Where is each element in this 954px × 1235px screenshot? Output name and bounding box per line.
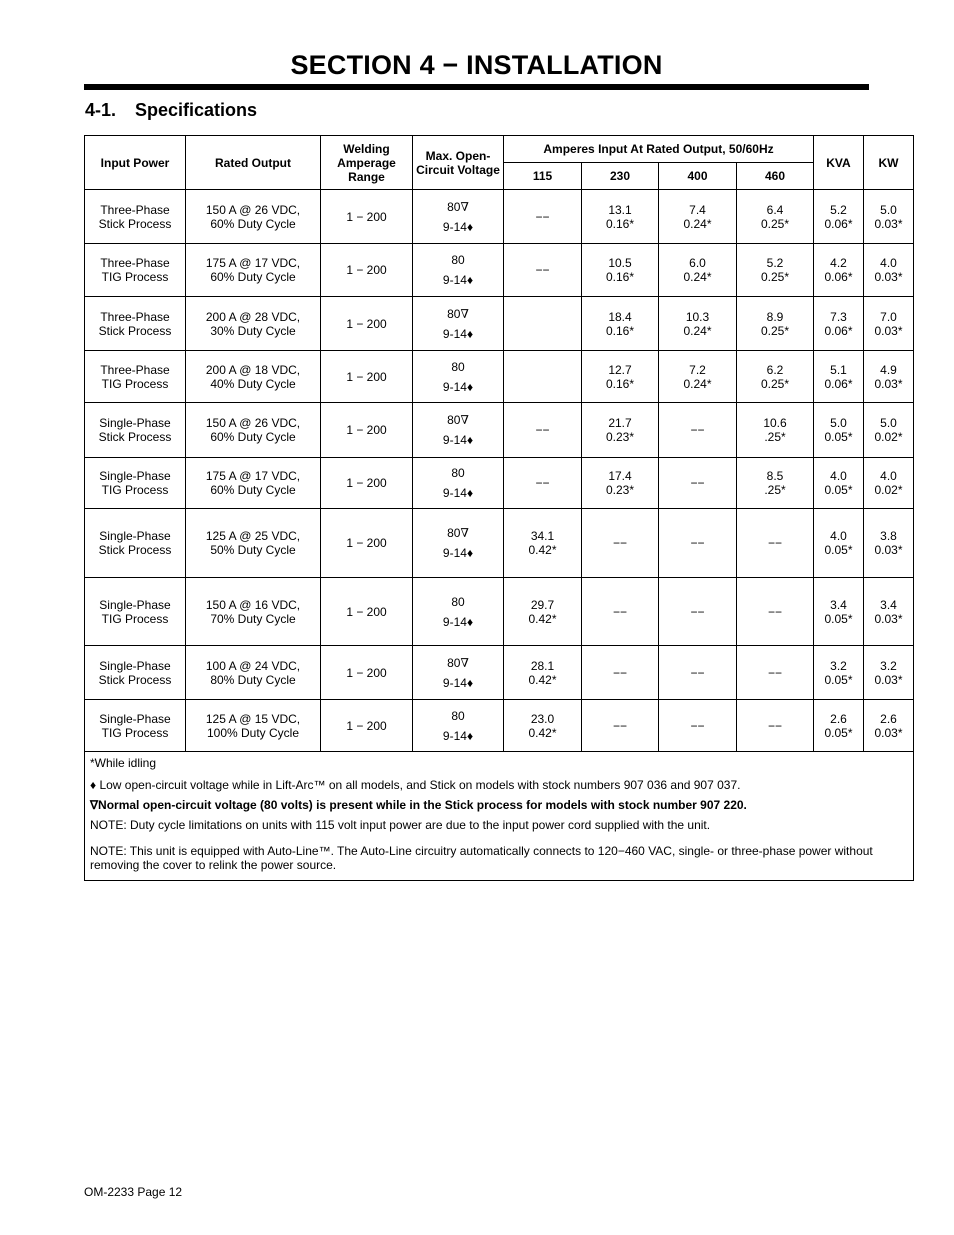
cell-input-power xyxy=(85,700,186,752)
cell-kva: 5.0 0.05* xyxy=(814,403,864,458)
cell-rated-output-line: 50% Duty Cycle xyxy=(210,543,296,557)
lift-arc-ocv: 9-14♦ xyxy=(442,219,474,234)
cell-input-power-line: Three-Phase xyxy=(100,202,170,217)
ocv-number: 80 xyxy=(451,466,465,480)
cell-input-power xyxy=(85,297,186,351)
cell-input-power-line: Single-Phase xyxy=(99,529,171,543)
cell-amps-115: 34.1 0.42* xyxy=(504,509,582,578)
cell-rated-output-line: 175 A @ 17 VDC, xyxy=(205,256,301,270)
cell-input-power xyxy=(85,578,186,646)
cell-amps-115: 28.1 0.42* xyxy=(504,646,582,700)
cell-amps-460: 6.4 0.25* xyxy=(737,190,814,244)
table-row xyxy=(85,190,914,244)
cell-rated-output xyxy=(186,578,321,646)
cell-amps-400: −− xyxy=(659,509,737,578)
table-row xyxy=(85,646,914,700)
cell-kva: 7.3 0.06* xyxy=(814,297,864,351)
cell-rated-output-line: 100% Duty Cycle xyxy=(206,725,300,740)
subsection-heading xyxy=(85,100,257,121)
cell-input-power xyxy=(85,646,186,700)
cell-amps-400: 7.4 0.24* xyxy=(659,190,737,244)
table-row xyxy=(85,297,914,351)
cell-input-power-line: TIG Process xyxy=(101,270,169,284)
header-rated-output: Rated Output xyxy=(186,136,321,190)
ocv-number: 80 xyxy=(451,708,465,723)
cell-kva: 4.2 0.06* xyxy=(814,244,864,297)
lift-arc-ocv: 9-14♦ xyxy=(442,675,474,690)
cell-amperage-range-line: 1 − 200 xyxy=(346,536,387,550)
cell-kw: 7.0 0.03* xyxy=(864,297,914,351)
cell-amps-115: 23.0 0.42* xyxy=(504,700,582,752)
cell-amps-230: 12.7 0.16* xyxy=(582,351,659,403)
cell-amps-460: −− xyxy=(737,509,814,578)
cell-amps-460: −− xyxy=(737,700,814,752)
cell-rated-output xyxy=(186,700,321,752)
cell-amps-460: −− xyxy=(737,578,814,646)
cell-amps-400: 6.0 0.24* xyxy=(659,244,737,297)
cell-rated-output xyxy=(186,458,321,509)
ocv-number: 80 xyxy=(447,199,461,214)
normal-ocv-mark: ∇ xyxy=(460,413,469,427)
notes-cell xyxy=(85,752,914,881)
cell-amps-460: 10.6 .25* xyxy=(737,403,814,458)
cell-kva: 2.6 0.05* xyxy=(814,700,864,752)
cell-ocv xyxy=(413,578,504,646)
cell-amperage-range-line: 1 − 200 xyxy=(346,665,387,680)
cell-amperage-range-line: 1 − 200 xyxy=(346,369,387,384)
ocv-number: 80 xyxy=(447,655,461,670)
cell-kva: 4.0 0.05* xyxy=(814,509,864,578)
cell-amps-400: −− xyxy=(659,578,737,646)
cell-rated-output-line: 80% Duty Cycle xyxy=(210,672,296,687)
cell-kva: 3.2 0.05* xyxy=(814,646,864,700)
cell-input-power-line: TIG Process xyxy=(101,611,169,626)
cell-amps-230: −− xyxy=(582,700,659,752)
ocv-number: 80 xyxy=(451,594,465,609)
cell-amps-460: 8.9 0.25* xyxy=(737,297,814,351)
table-row xyxy=(85,244,914,297)
cell-input-power xyxy=(85,403,186,458)
ocv-value xyxy=(415,253,501,267)
ocv-value xyxy=(415,656,501,670)
cell-kw: 2.6 0.03* xyxy=(864,700,914,752)
ocv-number: 80 xyxy=(451,359,465,374)
normal-ocv-mark: ∇ xyxy=(460,199,469,214)
cell-input-power-line: Three-Phase xyxy=(100,309,170,324)
cell-amperage-range xyxy=(321,190,413,244)
cell-rated-output-line: 150 A @ 26 VDC, xyxy=(205,416,301,430)
normal-ocv-mark: ∇ xyxy=(460,306,469,321)
header-welding-range: Welding Amperage Range xyxy=(321,136,413,190)
note-idling: *While idling xyxy=(90,756,157,770)
cell-amps-115 xyxy=(504,351,582,403)
section-title: SECTION 4 − INSTALLATION xyxy=(290,50,663,80)
title-rule xyxy=(84,84,869,90)
cell-amps-230: −− xyxy=(582,578,659,646)
ocv-number: 80 xyxy=(447,413,461,427)
cell-input-power-line: TIG Process xyxy=(101,483,169,497)
lift-arc-ocv: 9-14♦ xyxy=(442,433,474,447)
cell-rated-output xyxy=(186,190,321,244)
cell-input-power-line: Single-Phase xyxy=(99,597,171,612)
specifications-table xyxy=(84,135,914,881)
table-row xyxy=(85,351,914,403)
ocv-value xyxy=(415,413,501,427)
subsection-title: Specifications xyxy=(135,100,258,120)
cell-rated-output xyxy=(186,244,321,297)
header-460: 460 xyxy=(737,163,814,190)
cell-amperage-range xyxy=(321,509,413,578)
cell-amps-400: −− xyxy=(659,700,737,752)
cell-kw: 3.8 0.03* xyxy=(864,509,914,578)
cell-ocv xyxy=(413,509,504,578)
cell-amps-400: −− xyxy=(659,458,737,509)
cell-rated-output-line: 100 A @ 24 VDC, xyxy=(205,658,301,673)
cell-kw: 4.0 0.02* xyxy=(864,458,914,509)
cell-ocv xyxy=(413,190,504,244)
cell-amps-460: 6.2 0.25* xyxy=(737,351,814,403)
cell-amps-400: 7.2 0.24* xyxy=(659,351,737,403)
cell-amps-400: 10.3 0.24* xyxy=(659,297,737,351)
cell-ocv xyxy=(413,458,504,509)
cell-input-power xyxy=(85,244,186,297)
cell-input-power-line: Three-Phase xyxy=(100,362,170,377)
table-row xyxy=(85,509,914,578)
header-amperes-group: Amperes Input At Rated Output, 50/60Hz xyxy=(504,136,814,163)
normal-ocv-mark: ∇ xyxy=(460,526,469,540)
cell-kw: 3.4 0.03* xyxy=(864,578,914,646)
note-duty-cycle: NOTE: Duty cycle limitations on units with 115 volt input power are due to the input power cord supplied with the unit. xyxy=(90,818,711,832)
cell-rated-output xyxy=(186,297,321,351)
cell-rated-output xyxy=(186,509,321,578)
cell-rated-output-line: 30% Duty Cycle xyxy=(210,323,296,338)
cell-rated-output-line: 200 A @ 28 VDC, xyxy=(205,309,301,324)
cell-amperage-range xyxy=(321,351,413,403)
cell-input-power xyxy=(85,351,186,403)
cell-amps-115 xyxy=(504,297,582,351)
cell-input-power-line: TIG Process xyxy=(101,725,169,740)
cell-amps-115: −− xyxy=(504,403,582,458)
ocv-value xyxy=(415,595,501,609)
cell-rated-output-line: 60% Duty Cycle xyxy=(210,216,296,231)
cell-amps-230: 18.4 0.16* xyxy=(582,297,659,351)
cell-rated-output-line: 125 A @ 15 VDC, xyxy=(205,711,301,726)
cell-amps-230: −− xyxy=(582,646,659,700)
subsection-number: 4-1. xyxy=(85,100,117,120)
cell-amps-460: 8.5 .25* xyxy=(737,458,814,509)
cell-kva: 5.2 0.06* xyxy=(814,190,864,244)
cell-input-power-line: Single-Phase xyxy=(99,469,171,483)
cell-rated-output-line: 60% Duty Cycle xyxy=(210,270,296,284)
cell-rated-output xyxy=(186,403,321,458)
ocv-value xyxy=(415,307,501,321)
cell-input-power-line: Stick Process xyxy=(98,323,172,338)
ocv-number: 80 xyxy=(447,526,461,540)
cell-amps-115: −− xyxy=(504,458,582,509)
table-row xyxy=(85,458,914,509)
cell-kw: 4.0 0.03* xyxy=(864,244,914,297)
cell-input-power-line: Single-Phase xyxy=(99,711,171,726)
cell-input-power-line: TIG Process xyxy=(101,376,169,391)
cell-rated-output-line: 200 A @ 18 VDC, xyxy=(205,362,301,377)
cell-input-power xyxy=(85,190,186,244)
cell-amps-115: −− xyxy=(504,244,582,297)
table-row xyxy=(85,578,914,646)
cell-amperage-range-line: 1 − 200 xyxy=(346,209,387,224)
header-230: 230 xyxy=(582,163,659,190)
ocv-value xyxy=(415,200,501,214)
cell-ocv xyxy=(413,700,504,752)
ocv-number: 80 xyxy=(447,306,461,321)
lift-arc-ocv: 9-14♦ xyxy=(442,326,474,341)
lift-arc-ocv: 9-14♦ xyxy=(442,546,474,560)
ocv-number: 80 xyxy=(451,253,465,267)
cell-amperage-range-line: 1 − 200 xyxy=(346,423,387,437)
cell-rated-output-line: 150 A @ 26 VDC, xyxy=(205,202,301,217)
cell-amps-115: 29.7 0.42* xyxy=(504,578,582,646)
note-auto-line: NOTE: This unit is equipped with Auto-Line™. The Auto-Line circuitry automatically connects to 120−460 VAC, single- or three-phase power without removing the cover to relink the power source. xyxy=(90,844,873,872)
cell-amperage-range xyxy=(321,403,413,458)
cell-amps-460: −− xyxy=(737,646,814,700)
note-lift-arc: ♦ Low open-circuit voltage while in Lift-Arc™ on all models, and Stick on models with stock numbers 907 036 and 907 037. xyxy=(90,778,741,792)
page-footer: OM-2233 Page 12 xyxy=(84,1185,183,1199)
cell-kva: 3.4 0.05* xyxy=(814,578,864,646)
cell-input-power-line: Stick Process xyxy=(98,216,172,231)
table-body xyxy=(85,190,914,752)
ocv-value xyxy=(415,526,501,540)
cell-amperage-range xyxy=(321,458,413,509)
cell-kw: 3.2 0.03* xyxy=(864,646,914,700)
cell-input-power xyxy=(85,458,186,509)
cell-amperage-range xyxy=(321,646,413,700)
lift-arc-ocv: 9-14♦ xyxy=(442,379,474,394)
ocv-value xyxy=(415,360,501,374)
cell-rated-output-line: 175 A @ 17 VDC, xyxy=(205,469,301,483)
cell-input-power-line: Stick Process xyxy=(98,543,172,557)
cell-rated-output-line: 40% Duty Cycle xyxy=(210,376,296,391)
cell-rated-output-line: 125 A @ 25 VDC, xyxy=(205,529,301,543)
lift-arc-ocv: 9-14♦ xyxy=(442,614,474,629)
cell-ocv xyxy=(413,351,504,403)
cell-rated-output xyxy=(186,646,321,700)
cell-kva: 5.1 0.06* xyxy=(814,351,864,403)
cell-amps-230: −− xyxy=(582,509,659,578)
header-400: 400 xyxy=(659,163,737,190)
cell-amperage-range xyxy=(321,244,413,297)
cell-amperage-range-line: 1 − 200 xyxy=(346,316,387,331)
header-115: 115 xyxy=(504,163,582,190)
cell-rated-output-line: 60% Duty Cycle xyxy=(210,483,296,497)
cell-amperage-range xyxy=(321,578,413,646)
cell-amps-400: −− xyxy=(659,646,737,700)
ocv-value xyxy=(415,466,501,480)
cell-input-power xyxy=(85,509,186,578)
lift-arc-ocv: 9-14♦ xyxy=(442,728,474,743)
header-input-power: Input Power xyxy=(85,136,186,190)
cell-input-power-line: Single-Phase xyxy=(99,416,171,430)
cell-amps-230: 13.1 0.16* xyxy=(582,190,659,244)
cell-kva: 4.0 0.05* xyxy=(814,458,864,509)
cell-ocv xyxy=(413,244,504,297)
cell-amperage-range-line: 1 − 200 xyxy=(346,718,387,733)
header-kva: KVA xyxy=(814,136,864,190)
cell-input-power-line: Three-Phase xyxy=(100,256,170,270)
cell-amperage-range-line: 1 − 200 xyxy=(346,263,387,277)
header-kw: KW xyxy=(864,136,914,190)
lift-arc-ocv: 9-14♦ xyxy=(442,273,474,287)
cell-rated-output-line: 150 A @ 16 VDC, xyxy=(205,597,301,612)
cell-amperage-range xyxy=(321,297,413,351)
table-row xyxy=(85,700,914,752)
cell-ocv xyxy=(413,403,504,458)
cell-rated-output-line: 70% Duty Cycle xyxy=(210,611,296,626)
lift-arc-ocv: 9-14♦ xyxy=(442,486,474,500)
note-normal-ocv: ∇Normal open-circuit voltage (80 volts) is present while in the Stick process for models with stock number 907 220. xyxy=(90,798,747,812)
cell-amps-460: 5.2 0.25* xyxy=(737,244,814,297)
cell-kw: 5.0 0.02* xyxy=(864,403,914,458)
header-ocv: Max. Open-Circuit Voltage xyxy=(413,136,504,190)
cell-amps-230: 10.5 0.16* xyxy=(582,244,659,297)
cell-input-power-line: Stick Process xyxy=(98,672,172,687)
cell-amps-115: −− xyxy=(504,190,582,244)
cell-amps-230: 21.7 0.23* xyxy=(582,403,659,458)
cell-amperage-range xyxy=(321,700,413,752)
ocv-value xyxy=(415,709,501,723)
table-row xyxy=(85,403,914,458)
cell-ocv xyxy=(413,297,504,351)
cell-amperage-range-line: 1 − 200 xyxy=(346,476,387,490)
cell-rated-output xyxy=(186,351,321,403)
cell-rated-output-line: 60% Duty Cycle xyxy=(210,430,296,444)
cell-input-power-line: Stick Process xyxy=(98,430,172,444)
normal-ocv-mark: ∇ xyxy=(460,655,469,670)
cell-amps-400: −− xyxy=(659,403,737,458)
cell-amps-230: 17.4 0.23* xyxy=(582,458,659,509)
cell-kw: 4.9 0.03* xyxy=(864,351,914,403)
cell-input-power-line: Single-Phase xyxy=(99,658,171,673)
cell-kw: 5.0 0.03* xyxy=(864,190,914,244)
cell-ocv xyxy=(413,646,504,700)
cell-amperage-range-line: 1 − 200 xyxy=(346,604,387,619)
